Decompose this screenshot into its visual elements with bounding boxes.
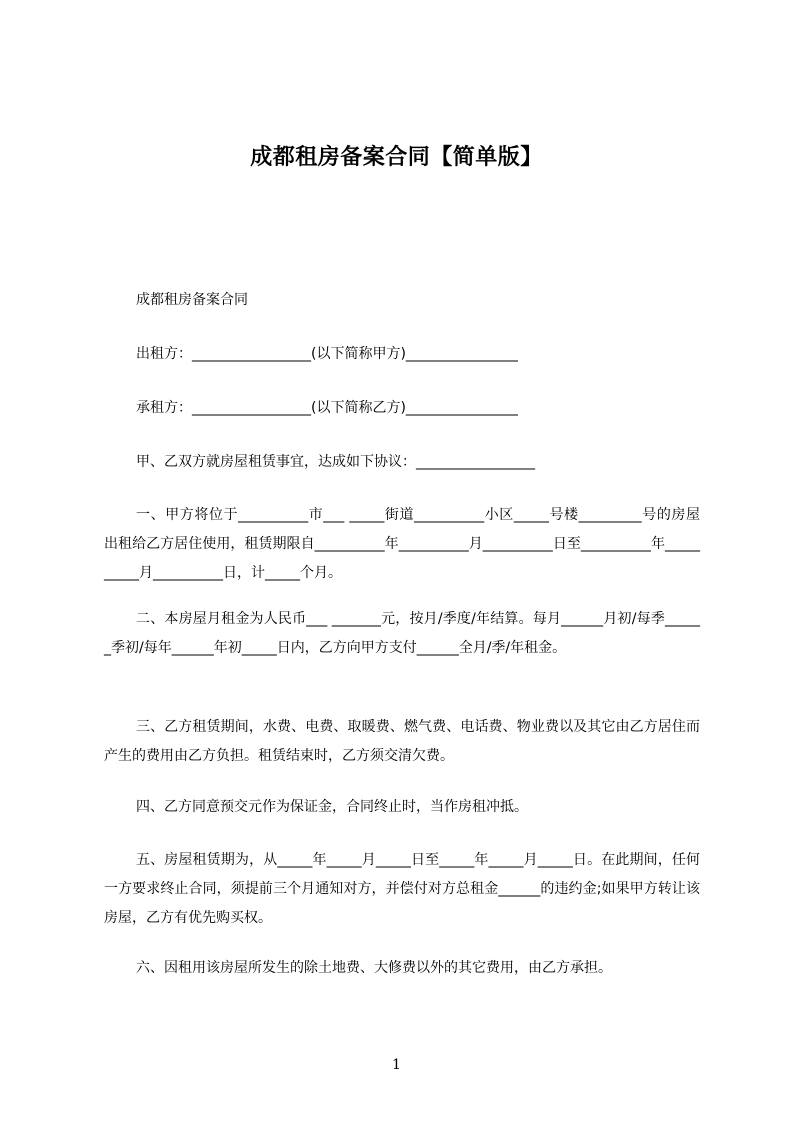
clause-4: 四、乙方同意预交元作为保证金，合同终止时，当作房租冲抵。 — [136, 799, 528, 815]
document-title: 成都租房备案合同【简单版】 — [250, 145, 543, 170]
paragraph-agreement-intro: 甲、乙双方就房屋租赁事宜，达成如下协议：_________________ — [136, 454, 535, 470]
clause-3: 三、乙方租赁期间，水费、电费、取暖费、燃气费、电话费、物业费以及其它由乙方居住而产生的费用由乙方负担。租赁结束时，乙方须交清欠费。 — [104, 719, 700, 764]
clause-2: 二、本房屋月租金为人民币___ _______元，按月/季度/年结算。每月______月初/每季______季初/每年______年初_____日内，乙方向甲方支付______全月/季/年租金。 — [104, 611, 700, 656]
clause-6: 六、因租用该房屋所发生的除土地费、大修费以外的其它费用，由乙方承担。 — [136, 960, 612, 976]
paragraph-heading: 成都租房备案合同 — [136, 292, 248, 308]
paragraph-lessee: 承租方：_________________(以下简称乙方)________________ — [136, 400, 518, 416]
page-number: 1 — [392, 1057, 401, 1073]
clause-1: 一、甲方将位于__________市___ _____街道__________小区_____号楼_________号的房屋出租给乙方居住使用，租赁期限自__________年__________月__________日至__________年__________月__________日，计_____个月。 — [104, 507, 700, 581]
paragraph-lessor: 出租方：_________________(以下简称甲方)________________ — [136, 346, 518, 362]
clause-5: 五、房屋租赁期为，从_____年_____月_____日至_____年_____月_____日。在此期间，任何一方要求终止合同，须提前三个月通知对方，并偿付对方总租金______的违约金;如果甲方转让该房屋，乙方有优先购买权。 — [104, 852, 700, 926]
